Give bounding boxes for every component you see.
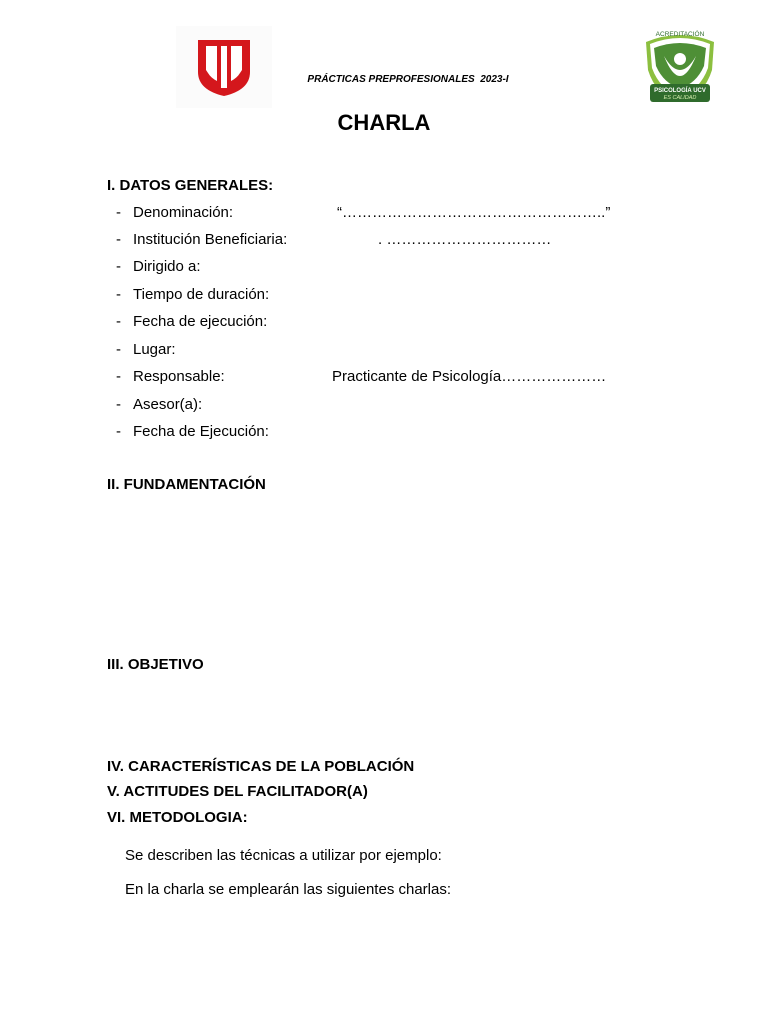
- metodologia-paragraph-1: Se describen las técnicas a utilizar por ejemplo:: [125, 847, 442, 864]
- list-dash: -: [116, 204, 121, 221]
- field-label: Denominación:: [133, 204, 234, 221]
- field-label: Asesor(a):: [133, 396, 203, 413]
- list-dash: -: [116, 258, 121, 275]
- accreditation-band-line1: PSICOLOGÍA UCV: [654, 88, 706, 94]
- page-subtitle: PRÁCTICAS PREPROFESIONALES 2023-I: [307, 74, 509, 85]
- list-dash: -: [116, 423, 121, 440]
- field-label: Fecha de ejecución:: [133, 313, 268, 330]
- responsable-value: Practicante de Psicología…………………: [332, 368, 607, 385]
- denominacion-value: “……………………………………………..”: [337, 204, 611, 221]
- document-title: CHARLA: [337, 110, 431, 135]
- institucion-value: . ……………………………: [378, 231, 552, 248]
- list-dash: -: [116, 341, 121, 358]
- section-datos-generales: I. DATOS GENERALES:: [107, 177, 274, 194]
- accreditation-top-text: ACREDITACIÓN: [655, 31, 705, 38]
- field-label: Dirigido a:: [133, 258, 201, 275]
- list-dash: -: [116, 286, 121, 303]
- accreditation-band-line2: ES CALIDAD: [663, 95, 697, 101]
- metodologia-paragraph-2: En la charla se emplearán las siguientes charlas:: [125, 881, 452, 898]
- field-label: Lugar:: [133, 341, 176, 358]
- section-fundamentacion: II. FUNDAMENTACIÓN: [107, 476, 266, 493]
- list-dash: -: [116, 396, 121, 413]
- field-label: Tiempo de duración:: [133, 286, 270, 303]
- accreditation-logo: [640, 26, 720, 106]
- field-label: Responsable:: [133, 368, 225, 385]
- list-dash: -: [116, 313, 121, 330]
- list-dash: -: [116, 231, 121, 248]
- list-dash: -: [116, 368, 121, 385]
- section-caracteristicas: IV. CARACTERÍSTICAS DE LA POBLACIÓN: [107, 758, 415, 775]
- section-actitudes: V. ACTITUDES DEL FACILITADOR(A): [107, 783, 368, 800]
- university-logo: [176, 26, 272, 108]
- section-metodologia: VI. METODOLOGIA:: [107, 809, 248, 826]
- field-label: Institución Beneficiaria:: [133, 231, 288, 248]
- section-objetivo: III. OBJETIVO: [107, 656, 204, 673]
- field-label: Fecha de Ejecución:: [133, 423, 269, 440]
